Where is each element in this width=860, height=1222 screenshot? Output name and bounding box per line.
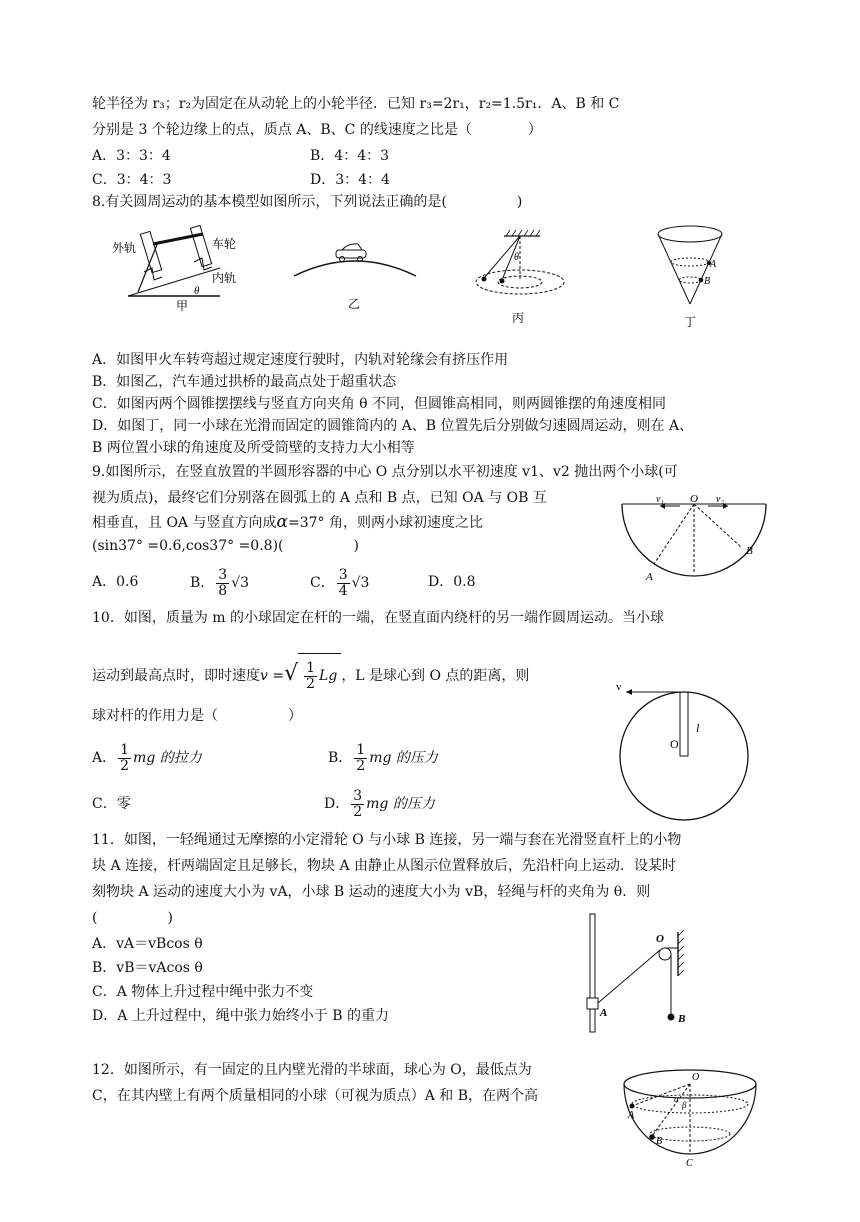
l-label: l	[696, 721, 700, 735]
q9-figure	[616, 494, 772, 586]
q11-line-3: 刻物块 A 运动的速度大小为 vA，小球 B 运动的速度大小为 vB，轻绳与杆的夹角为 θ．则	[92, 884, 651, 900]
caption-jia: 甲	[176, 299, 189, 313]
o-label-q12: O	[692, 1072, 700, 1083]
q11-line-2: 块 A 连接，杆两端固定且足够长，物块 A 由静止从图示位置释放后，先沿杆向上运动．设某时	[92, 858, 677, 874]
q7-option-d: D．3：4：4	[310, 172, 390, 188]
q11-option-b: B．vB＝vAcos θ	[92, 960, 203, 976]
caption-yi: 乙	[348, 297, 361, 311]
inner-rail-label: 内轨	[212, 271, 237, 285]
q10-line-2: 运动到最高点时，即时速度v =√ $\frac{1}{2}$ Lg ，L 是球心到 O 点的距离，则	[92, 652, 529, 698]
q10-line-1: 10．如图，质量为 m 的小球固定在杆的一端，在竖直面内绕杆的另一端作圆周运动。当小球	[92, 610, 664, 626]
q10-option-d: D． $\frac{3}{2}$ mg 的压力	[324, 787, 435, 820]
caption-bing: 丙	[512, 311, 525, 325]
q11-line-4: ( )	[92, 910, 173, 926]
q9-option-d: D．0.8	[428, 574, 476, 590]
q11-option-d: D．A 上升过程中，绳中张力始终小于 B 的重力	[92, 1008, 389, 1024]
q12-figure	[618, 1062, 768, 1172]
o-label: O	[690, 494, 698, 505]
q8-option-a: A．如图甲火车转弯超过规定速度行驶时，内轨对轮缘会有挤压作用	[92, 352, 509, 368]
alpha-label: α	[674, 1094, 679, 1104]
q10-line-3: 球对杆的作用力是（ ）	[92, 708, 302, 724]
q10-figure	[612, 676, 772, 824]
beta-label: β	[682, 1100, 687, 1110]
q8-figure-bing	[464, 226, 584, 326]
point-a-ding: A	[710, 259, 717, 270]
q7-line-2: 分别是 3 个轮边缘上的点，质点 A、B、C 的线速度之比是（ ）	[92, 122, 542, 138]
alpha-symbol: α	[276, 512, 288, 532]
q11-line-1: 11．如图，一轻绳通过无摩擦的小定滑轮 O 与小球 B 连接，另一端与套在光滑竖直杆上的小物	[92, 832, 682, 848]
b-label-q12: B	[656, 1136, 663, 1147]
q7-option-a: A．3：3：4	[92, 148, 171, 164]
q8-option-b: B．如图乙，汽车通过拱桥的最高点处于超重状态	[92, 374, 397, 390]
q8-option-c: C．如图丙两个圆锥摆摆线与竖直方向夹角 θ 不同，但圆锥高相同，则两圆锥摆的角速度相同	[92, 396, 667, 412]
q8-figure-ding	[650, 222, 740, 332]
q10-option-c: C．零	[92, 796, 131, 812]
q9-line-3: 相垂直，且 OA 与竖直方向成α=37° 角，则两小球初速度之比	[92, 512, 483, 532]
q7-line-1: 轮半径为 r₃；r₂为固定在从动轮上的小轮半径．已知 r₃=2r₁，r₂=1.5r₁．A、B 和 C	[92, 96, 620, 112]
q8-figure-jia	[108, 222, 258, 317]
wheel-label: 车轮	[212, 237, 237, 251]
v2-label: v₂	[716, 494, 724, 505]
q8-stem: 8.有关圆周运动的基本模型如图所示，下列说法正确的是( )	[92, 194, 523, 210]
o-label-q10: O	[670, 737, 679, 751]
q9-option-b: B． $\frac{3}{8}$ √3	[190, 566, 250, 599]
q9-option-c: C． $\frac{3}{4}$ √3	[310, 566, 370, 599]
q8-figure-yi	[290, 236, 420, 316]
outer-rail-label: 外轨	[112, 241, 137, 255]
b-label-q11: B	[678, 1013, 686, 1025]
a-label-q11: A	[600, 1007, 608, 1019]
q10-option-a: A． $\frac{1}{2}$ mg 的拉力	[92, 741, 202, 774]
q7-option-b: B．4：4：3	[310, 148, 390, 164]
a-label-q12: A	[628, 1110, 635, 1121]
q11-option-a: A．vA＝vBcos θ	[92, 936, 203, 952]
q11-figure	[578, 912, 698, 1034]
q7-option-c: C．3：4：3	[92, 172, 172, 188]
theta-label: θ	[194, 285, 200, 297]
c-label-q12: C	[686, 1158, 693, 1169]
point-a: A	[646, 571, 653, 583]
q11-option-c: C．A 物体上升过程中绳中张力不变	[92, 984, 314, 1000]
q12-line-2: C，在其内壁上有两个质量相同的小球（可视为质点）A 和 B，在两个高	[92, 1088, 539, 1104]
v1-label: v₁	[656, 494, 664, 505]
q12-line-1: 12．如图所示，有一固定的且内壁光滑的半球面，球心为 O，最低点为	[92, 1062, 532, 1078]
caption-ding: 丁	[684, 315, 697, 329]
q9-option-a: A．0.6	[92, 574, 139, 590]
q9-line-2: 视为质点)，最终它们分别落在圆弧上的 A 点和 B 点，已知 OA 与 OB 互	[92, 490, 547, 506]
q9-line-4: (sin37° =0.6,cos37° =0.8)( )	[92, 538, 359, 554]
q8-option-d-line2: B 两位置小球的角速度及所受筒壁的支持力大小相等	[92, 440, 415, 456]
q9-line-1: 9.如图所示，在竖直放置的半圆形容器的中心 O 点分别以水平初速度 v1、v2 抛出两个小球(可	[92, 464, 678, 480]
q8-option-d-line1: D．如图丁，同一小球在光滑而固定的圆锥筒内的 A、B 位置先后分别做匀速圆周运动，则在 A、	[92, 418, 694, 434]
theta-label-bing: θ	[514, 252, 519, 263]
point-b: B	[746, 545, 753, 557]
o-label-q11: O	[656, 933, 664, 945]
point-b-ding: B	[704, 276, 711, 287]
v-label: v	[616, 681, 622, 693]
q10-option-b: B． $\frac{1}{2}$ mg 的压力	[328, 741, 438, 774]
